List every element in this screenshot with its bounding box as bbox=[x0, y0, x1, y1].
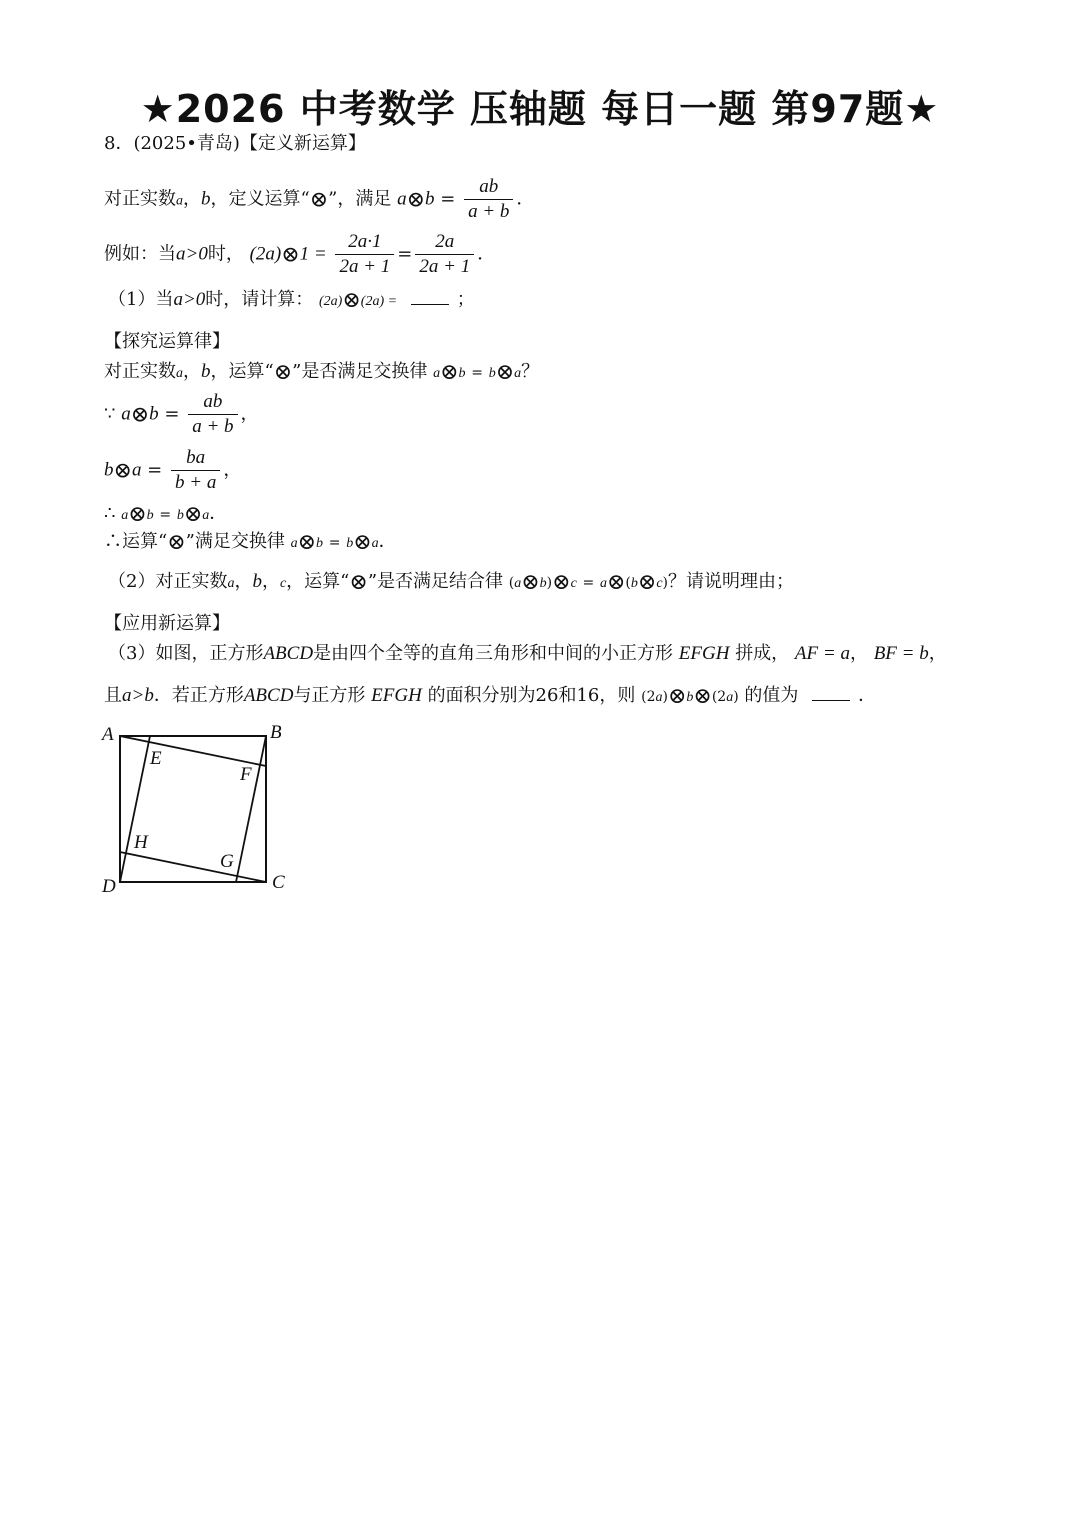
var-b: b bbox=[252, 571, 262, 592]
otimes-symbol: ⊗ bbox=[183, 502, 203, 527]
label-f: F bbox=[240, 764, 252, 785]
label-g: G bbox=[220, 851, 234, 872]
bf-equals-b: BF = b bbox=[873, 643, 929, 664]
equals: = bbox=[440, 188, 456, 210]
otimes-symbol: ⊗ bbox=[693, 684, 712, 709]
var-a: a bbox=[176, 366, 183, 381]
text: ？请说明理由； bbox=[668, 571, 795, 592]
denominator: a + b bbox=[192, 416, 234, 437]
var-a: a bbox=[655, 690, 663, 705]
otimes-symbol: ⊗ bbox=[495, 360, 515, 385]
condition: a>b bbox=[122, 685, 154, 706]
equals: = bbox=[159, 507, 172, 523]
otimes-symbol: ⊗ bbox=[606, 570, 626, 595]
question-2: （2）对正实数a，b，c，运算“⊗”是否满足结合律 (a⊗b)⊗c = a⊗(b⊗c)？请说明理由； bbox=[108, 570, 795, 595]
text: ”，满足 bbox=[328, 188, 392, 210]
text: ，定义运算“ bbox=[210, 188, 310, 210]
therefore-line bbox=[104, 502, 227, 528]
problem-header: 8．(2025•青岛)【定义新运算】 bbox=[104, 133, 366, 154]
denominator: b + a bbox=[175, 472, 217, 493]
comma: ， bbox=[183, 188, 201, 210]
text: ，运算“ bbox=[286, 571, 350, 592]
otimes-symbol: ⊗ bbox=[667, 684, 687, 709]
text: 对正实数 bbox=[104, 361, 176, 382]
section-apply: 【应用新运算】 bbox=[104, 613, 230, 634]
var-b: b bbox=[346, 536, 354, 551]
var-a: a bbox=[599, 576, 607, 591]
expr: (2a) = bbox=[360, 294, 398, 309]
var-b: b bbox=[146, 508, 154, 523]
numerator: 2a·1 bbox=[335, 230, 394, 255]
var-b: b bbox=[176, 508, 184, 523]
condition: a>0 bbox=[173, 289, 206, 310]
fraction-ba bbox=[171, 446, 220, 495]
text: 的面积分别为26和16，则 bbox=[427, 685, 636, 706]
abcd: ABCD bbox=[243, 685, 294, 706]
var-c: c bbox=[570, 576, 577, 591]
numerator: ab bbox=[464, 175, 513, 200]
var-a: a bbox=[131, 459, 142, 481]
text: 时， bbox=[207, 243, 244, 265]
text: ．若正方形 bbox=[153, 685, 244, 706]
segment-de bbox=[120, 736, 150, 882]
ba-line bbox=[104, 446, 241, 495]
answer-blank-1[interactable] bbox=[411, 290, 449, 305]
var-b: b bbox=[201, 361, 211, 382]
var-b: b bbox=[686, 690, 694, 705]
var-a: a bbox=[397, 188, 407, 210]
efgh: EFGH bbox=[371, 685, 422, 706]
period: ． bbox=[378, 531, 397, 552]
numerator: ba bbox=[171, 446, 220, 471]
definition-line bbox=[104, 175, 534, 224]
equals: = bbox=[471, 365, 483, 381]
fraction-example-1 bbox=[335, 230, 394, 279]
text: ”满足交换律 bbox=[185, 531, 285, 552]
semicolon: ； bbox=[456, 289, 475, 310]
text: 对正实数 bbox=[104, 188, 176, 210]
var-a: a bbox=[121, 403, 131, 425]
otimes-symbol: ⊗ bbox=[349, 570, 368, 595]
otimes-symbol: ⊗ bbox=[342, 288, 361, 313]
answer-blank-3[interactable] bbox=[812, 686, 850, 701]
otimes-symbol: ⊗ bbox=[440, 360, 459, 385]
label-b: B bbox=[270, 722, 282, 743]
var-b: b bbox=[104, 459, 114, 481]
expr: 1 = bbox=[299, 243, 327, 265]
numerator: 2a bbox=[415, 230, 474, 255]
otimes-symbol: ⊗ bbox=[281, 242, 300, 268]
fraction-ab bbox=[464, 175, 513, 224]
period: ． bbox=[516, 188, 535, 210]
var-c: c bbox=[656, 576, 663, 591]
var-b: b bbox=[539, 576, 547, 591]
question-3-line-2: 且a>b．若正方形ABCD与正方形 EFGH 的面积分别为26和16，则 (2a)⊗b⊗(2a) 的值为 ． bbox=[104, 684, 877, 709]
comma: ， bbox=[261, 571, 280, 592]
square-diagram bbox=[98, 720, 298, 900]
otimes-symbol: ⊗ bbox=[128, 502, 147, 527]
text: 例如：当 bbox=[104, 243, 176, 265]
otimes-symbol: ⊗ bbox=[353, 530, 372, 555]
comma: ， bbox=[240, 403, 259, 425]
var-a: a bbox=[514, 576, 522, 591]
period: ． bbox=[209, 503, 228, 524]
label-h: H bbox=[134, 832, 148, 853]
efgh: EFGH bbox=[678, 643, 730, 664]
var-a: a bbox=[371, 536, 379, 551]
example-line bbox=[104, 230, 495, 279]
otimes-symbol: ⊗ bbox=[406, 187, 426, 213]
expr: (2a) bbox=[319, 294, 343, 309]
text: ，运算“ bbox=[210, 361, 274, 382]
otimes-symbol: ⊗ bbox=[113, 458, 132, 484]
var-a: a bbox=[433, 366, 441, 381]
otimes-symbol: ⊗ bbox=[297, 530, 317, 555]
var-b: b bbox=[149, 403, 159, 425]
text: 且 bbox=[104, 685, 122, 706]
denominator: 2a + 1 bbox=[419, 256, 471, 277]
var-b: b bbox=[630, 576, 638, 591]
otimes-symbol: ⊗ bbox=[521, 570, 540, 595]
otimes-symbol: ⊗ bbox=[273, 360, 293, 385]
equals: = bbox=[164, 403, 180, 425]
text: ”是否满足交换律 bbox=[292, 361, 428, 382]
equals: = bbox=[397, 243, 413, 265]
text: 是由四个全等的直角三角形和中间的小正方形 bbox=[313, 643, 674, 664]
otimes-symbol: ⊗ bbox=[130, 402, 150, 428]
question-mark: ？ bbox=[521, 361, 540, 382]
label-d: D bbox=[102, 876, 116, 897]
var-b: b bbox=[316, 536, 324, 551]
fraction-ab bbox=[188, 390, 237, 439]
conclusion-line bbox=[104, 530, 397, 556]
comma: ， bbox=[234, 571, 253, 592]
text: 运算“ bbox=[122, 531, 168, 552]
period: ． bbox=[858, 685, 877, 706]
var-a: a bbox=[202, 508, 210, 523]
condition: a>0 bbox=[176, 243, 208, 265]
page-title: ★2026 中考数学 压轴题 每日一题 第97题★ bbox=[140, 87, 940, 131]
var-a: a bbox=[121, 508, 129, 523]
comma: ， bbox=[223, 459, 242, 481]
label-c: C bbox=[272, 872, 285, 893]
text: （2）对正实数 bbox=[108, 571, 228, 592]
therefore-symbol: ∴ bbox=[104, 503, 116, 524]
outer-square-abcd bbox=[120, 736, 266, 882]
therefore-symbol: ∴ bbox=[104, 531, 122, 552]
equals: = bbox=[582, 575, 595, 591]
text: 的值为 bbox=[744, 685, 799, 706]
var-b: b bbox=[488, 366, 496, 381]
otimes-symbol: ⊗ bbox=[309, 187, 329, 213]
comma: ， bbox=[928, 643, 947, 664]
equals: = bbox=[147, 459, 163, 481]
text: （3）如图，正方形 bbox=[108, 643, 264, 664]
because-line bbox=[104, 390, 259, 439]
expr: (2a) bbox=[249, 243, 282, 265]
otimes-symbol: ⊗ bbox=[167, 530, 186, 555]
label-e: E bbox=[150, 748, 162, 769]
question-3-line-1 bbox=[108, 642, 947, 666]
denominator: a + b bbox=[468, 201, 510, 222]
segment-bg bbox=[236, 736, 266, 882]
period: ． bbox=[477, 243, 496, 265]
text: 与正方形 bbox=[293, 685, 366, 706]
segment-af bbox=[120, 736, 266, 766]
var-a: a bbox=[514, 366, 522, 381]
text: （1）当 bbox=[108, 289, 174, 310]
otimes-symbol: ⊗ bbox=[637, 570, 657, 595]
var-b: b bbox=[201, 188, 211, 210]
comma: ， bbox=[849, 643, 868, 664]
text: 时，请计算： bbox=[205, 289, 314, 310]
var-a: a bbox=[726, 690, 734, 705]
equals: = bbox=[328, 535, 341, 551]
var-a: a bbox=[227, 576, 235, 591]
segment-ch bbox=[120, 852, 266, 882]
fraction-example-2 bbox=[415, 230, 474, 279]
explore-question bbox=[104, 360, 539, 386]
comma: ， bbox=[183, 361, 201, 382]
because-symbol: ∵ bbox=[104, 403, 116, 425]
section-explore: 【探究运算律】 bbox=[104, 331, 230, 352]
var-a: a bbox=[176, 193, 183, 209]
af-equals-a: AF = a bbox=[794, 643, 850, 664]
text: 拼成， bbox=[735, 643, 790, 664]
numerator: ab bbox=[188, 390, 237, 415]
abcd: ABCD bbox=[263, 643, 314, 664]
denominator: 2a + 1 bbox=[339, 256, 391, 277]
question-1 bbox=[108, 288, 475, 314]
text: ”是否满足结合律 bbox=[367, 571, 504, 592]
var-a: a bbox=[290, 536, 298, 551]
var-b: b bbox=[425, 188, 435, 210]
var-c: c bbox=[279, 576, 287, 591]
otimes-symbol: ⊗ bbox=[552, 570, 571, 595]
var-b: b bbox=[458, 366, 466, 381]
label-a: A bbox=[102, 724, 114, 745]
